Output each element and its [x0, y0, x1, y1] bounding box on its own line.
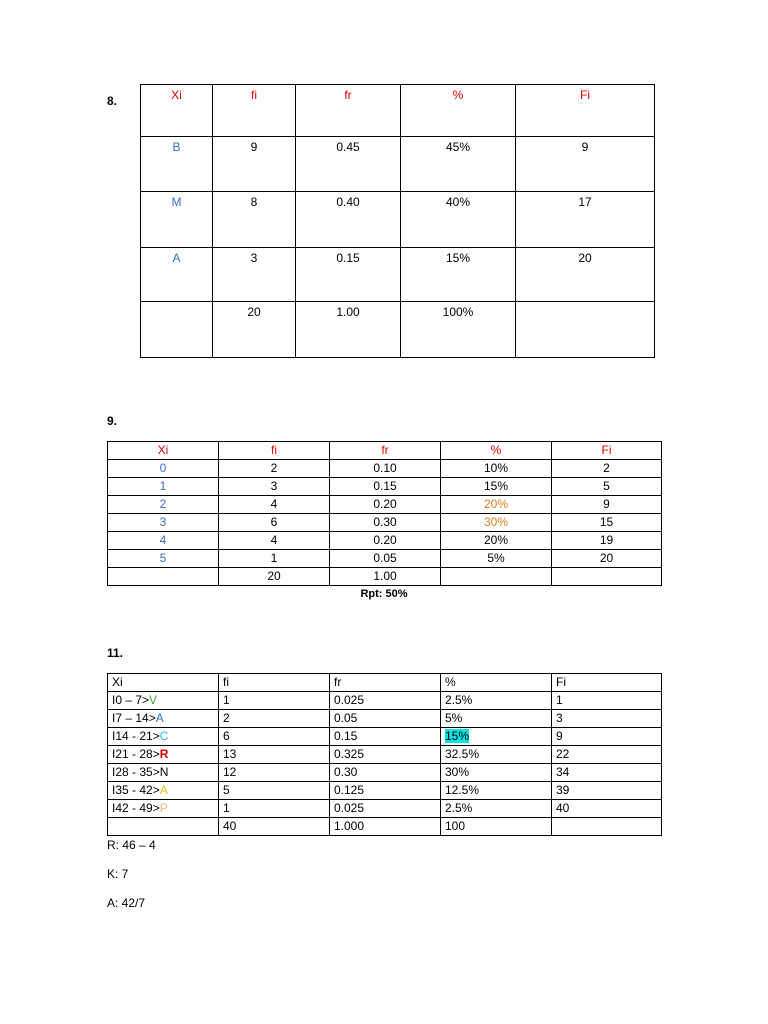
interval-text: I42 - 49> — [112, 801, 160, 815]
table-row — [108, 460, 662, 478]
header-cumulative: Fi — [516, 85, 655, 137]
cell-xi: M — [141, 192, 213, 248]
cell-cumulative: 2 — [552, 460, 662, 478]
cell-fi: 6 — [219, 514, 330, 532]
cell-fi: 1 — [219, 800, 330, 818]
frequency-table-8 — [140, 84, 655, 358]
cell-fr: 0.025 — [330, 800, 441, 818]
cell-percent: 40% — [401, 192, 516, 248]
cell-fr: 0.30 — [330, 764, 441, 782]
cell-percent: 100 — [441, 818, 552, 836]
table-header-row — [108, 674, 662, 692]
cell-cumulative: 9 — [552, 728, 662, 746]
interval-letter: N — [159, 765, 169, 779]
cell-fr: 0.05 — [330, 710, 441, 728]
cell-cumulative: 22 — [552, 746, 662, 764]
cell-fr: 0.30 — [330, 514, 441, 532]
header-fi: fi — [213, 85, 296, 137]
cell-fr: 0.15 — [330, 478, 441, 496]
frequency-table-9 — [107, 441, 662, 586]
cell-cumulative: 3 — [552, 710, 662, 728]
table-header-row — [108, 442, 662, 460]
interval-letter: A — [159, 783, 168, 797]
table-total-row — [108, 818, 662, 836]
cell-interval — [108, 746, 219, 764]
cell-percent: 30% — [441, 514, 552, 532]
highlighted-percent: 15% — [445, 729, 470, 743]
cell-fr: 0.15 — [296, 248, 401, 302]
section-9-label: 9. — [107, 414, 118, 428]
cell-fr: 1.00 — [330, 568, 441, 586]
interval-text: I7 – 14> — [112, 711, 156, 725]
cell-percent — [441, 728, 552, 746]
cell-xi: 1 — [108, 478, 219, 496]
interval-text: I14 - 21> — [112, 729, 160, 743]
cell-cumulative: 34 — [552, 764, 662, 782]
header-fr: fr — [330, 674, 441, 692]
cell-fr: 0.10 — [330, 460, 441, 478]
cell-xi: B — [141, 137, 213, 192]
cell-percent: 45% — [401, 137, 516, 192]
table-row — [108, 782, 662, 800]
cell-fi: 6 — [219, 728, 330, 746]
cell-percent: 30% — [441, 764, 552, 782]
cell-cumulative: 1 — [552, 692, 662, 710]
section-11-label: 11. — [107, 646, 124, 660]
cell-fi: 4 — [219, 532, 330, 550]
cell-fi: 2 — [219, 710, 330, 728]
cell-fi: 20 — [219, 568, 330, 586]
cell-fi: 3 — [213, 248, 296, 302]
header-xi: Xi — [108, 674, 219, 692]
header-percent: % — [441, 442, 552, 460]
cell-cumulative: 39 — [552, 782, 662, 800]
table-row — [108, 514, 662, 532]
cell-fi: 12 — [219, 764, 330, 782]
cell-cumulative: 15 — [552, 514, 662, 532]
cell-interval — [108, 692, 219, 710]
header-percent: % — [441, 674, 552, 692]
cell-fr: 0.025 — [330, 692, 441, 710]
interval-text: I28 - 35> — [112, 765, 160, 779]
cell-fi: 40 — [219, 818, 330, 836]
table-row — [141, 248, 655, 302]
cell-fr: 0.40 — [296, 192, 401, 248]
cell-fr: 0.15 — [330, 728, 441, 746]
table-total-row — [141, 302, 655, 358]
cell-fr: 1.00 — [296, 302, 401, 358]
header-fr: fr — [296, 85, 401, 137]
cell-fr: 0.20 — [330, 496, 441, 514]
header-fi: fi — [219, 442, 330, 460]
answer-text: Rpt: 50% — [360, 588, 408, 600]
cell-percent: 100% — [401, 302, 516, 358]
cell-interval — [108, 800, 219, 818]
cell-cumulative: 40 — [552, 800, 662, 818]
interval-letter: A — [155, 711, 164, 725]
cell-percent: 15% — [441, 478, 552, 496]
interval-text: I0 – 7> — [112, 693, 150, 707]
cell-percent: 32.5% — [441, 746, 552, 764]
interval-text: I35 - 42> — [112, 783, 160, 797]
cell-percent: 10% — [441, 460, 552, 478]
table-row — [108, 692, 662, 710]
cell-percent: 20% — [441, 532, 552, 550]
cell-percent: 5% — [441, 550, 552, 568]
interval-letter: C — [159, 729, 169, 743]
header-fi: fi — [219, 674, 330, 692]
cell-percent: 12.5% — [441, 782, 552, 800]
cell-cumulative — [552, 818, 662, 836]
cell-xi — [141, 302, 213, 358]
table-row — [141, 137, 655, 192]
cell-fr: 0.20 — [330, 532, 441, 550]
cell-fr: 0.325 — [330, 746, 441, 764]
cell-percent: 2.5% — [441, 800, 552, 818]
table-row — [108, 746, 662, 764]
header-xi: Xi — [141, 85, 213, 137]
cell-cumulative: 9 — [552, 496, 662, 514]
cell-xi: A — [141, 248, 213, 302]
cell-interval — [108, 710, 219, 728]
cell-fi: 20 — [213, 302, 296, 358]
header-fr: fr — [330, 442, 441, 460]
cell-interval — [108, 818, 219, 836]
note-range: R: 46 – 4 — [107, 838, 156, 852]
cell-xi: 0 — [108, 460, 219, 478]
cell-fr: 0.05 — [330, 550, 441, 568]
cell-percent: 5% — [441, 710, 552, 728]
interval-letter: R — [159, 747, 169, 761]
cell-fi: 5 — [219, 782, 330, 800]
cell-cumulative: 9 — [516, 137, 655, 192]
cell-interval — [108, 728, 219, 746]
header-xi: Xi — [108, 442, 219, 460]
cell-interval — [108, 764, 219, 782]
table-row — [141, 192, 655, 248]
cell-xi: 2 — [108, 496, 219, 514]
cell-xi: 4 — [108, 532, 219, 550]
frequency-table-11 — [107, 673, 662, 836]
cell-fi: 4 — [219, 496, 330, 514]
cell-xi — [108, 568, 219, 586]
cell-fr: 0.45 — [296, 137, 401, 192]
cell-percent: 2.5% — [441, 692, 552, 710]
cell-fi: 3 — [219, 478, 330, 496]
cell-fi: 13 — [219, 746, 330, 764]
table-row — [108, 532, 662, 550]
table-row — [108, 800, 662, 818]
cell-fi: 9 — [213, 137, 296, 192]
table-row — [108, 728, 662, 746]
cell-xi: 5 — [108, 550, 219, 568]
table-row — [108, 478, 662, 496]
cell-xi: 3 — [108, 514, 219, 532]
table-header-row — [141, 85, 655, 137]
table-total-row — [108, 568, 662, 586]
cell-cumulative: 20 — [516, 248, 655, 302]
cell-percent: 15% — [401, 248, 516, 302]
header-cumulative: Fi — [552, 674, 662, 692]
cell-fr: 1.000 — [330, 818, 441, 836]
cell-fi: 8 — [213, 192, 296, 248]
cell-fi: 1 — [219, 692, 330, 710]
cell-cumulative: 17 — [516, 192, 655, 248]
cell-fi: 2 — [219, 460, 330, 478]
table-row — [108, 764, 662, 782]
table-row — [108, 710, 662, 728]
header-percent: % — [401, 85, 516, 137]
note-classes: K: 7 — [107, 867, 129, 881]
table-row — [108, 550, 662, 568]
interval-text: I21 - 28> — [112, 747, 160, 761]
cell-fr: 0.125 — [330, 782, 441, 800]
note-amplitude: A: 42/7 — [107, 896, 146, 910]
interval-letter: P — [159, 801, 168, 815]
cell-cumulative: 20 — [552, 550, 662, 568]
interval-letter: V — [149, 693, 158, 707]
table-row — [108, 496, 662, 514]
cell-cumulative: 19 — [552, 532, 662, 550]
cell-percent — [441, 568, 552, 586]
cell-cumulative — [516, 302, 655, 358]
cell-cumulative — [552, 568, 662, 586]
cell-percent: 20% — [441, 496, 552, 514]
header-cumulative: Fi — [552, 442, 662, 460]
cell-fi: 1 — [219, 550, 330, 568]
cell-cumulative: 5 — [552, 478, 662, 496]
section-8-label: 8. — [107, 94, 118, 108]
cell-interval — [108, 782, 219, 800]
